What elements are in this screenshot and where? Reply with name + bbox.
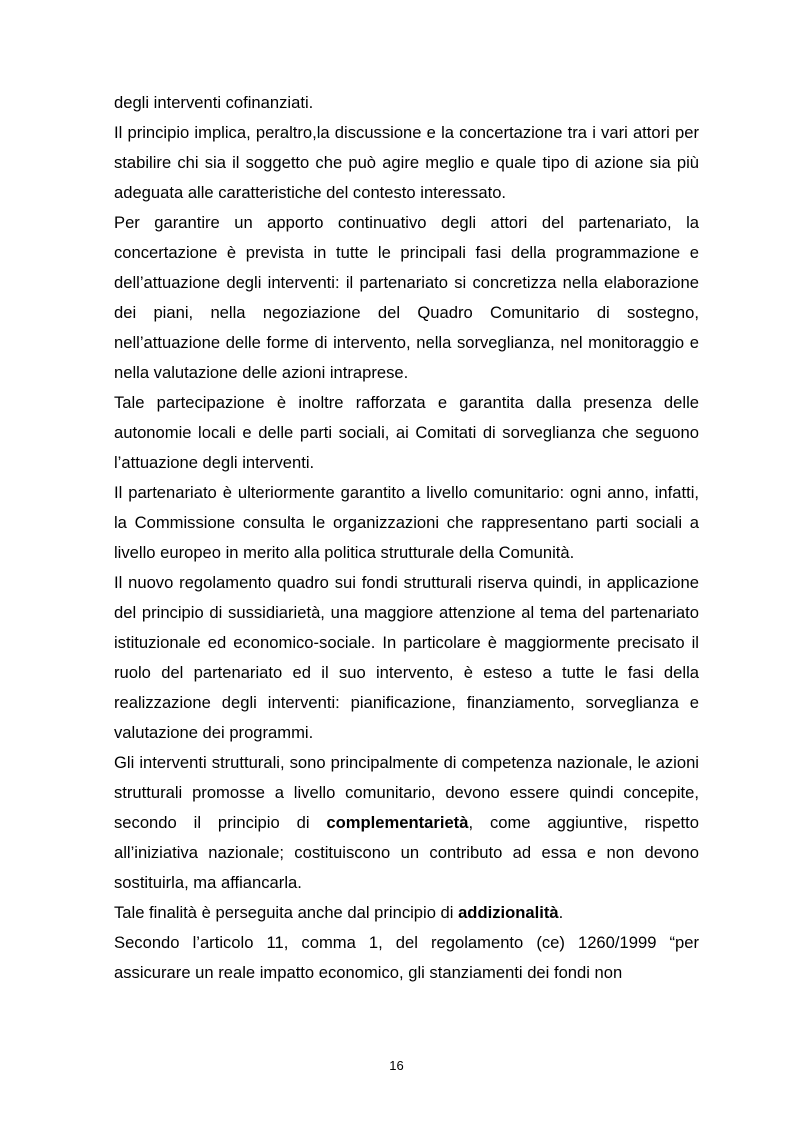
paragraph-complementarity (114, 748, 699, 898)
paragraph-community-level: Il partenariato è ulteriormente garantito a livello comunitario: ogni anno, infatti, la Commissione consulta le organizzazioni che rappresentano parti sociali a livello europeo in merito alla politica strutturale della Comunità. (114, 483, 699, 562)
paragraph-participation: Tale partecipazione è inoltre rafforzata e garantita dalla presenza delle autonomie locali e delle parti sociali, ai Comitati di sorveglianza che seguono l’attuazione degli interventi. (114, 393, 699, 472)
paragraph-additionality (114, 898, 699, 928)
paragraph-text: . (558, 903, 564, 922)
paragraph-text: Tale finalità è perseguita anche dal principio di (114, 903, 459, 922)
bold-term-complementarity: complementarietà (326, 813, 469, 832)
page-body (114, 88, 699, 988)
paragraph-article-11: Secondo l’articolo 11, comma 1, del regolamento (ce) 1260/1999 “per assicurare un reale impatto economico, gli stanziamenti dei fondi non (114, 933, 699, 982)
paragraph-text: , come aggiuntive, rispetto all’iniziativa nazionale; costituiscono un contributo ad essa e non devono sostituirla, ma affiancarla. (114, 813, 700, 892)
bold-term-additionality: addizionalità (458, 903, 559, 922)
paragraph-concertation: Per garantire un apporto continuativo degli attori del partenariato, la concertazione è prevista in tutte le principali fasi della programmazione e dell’attuazione degli interventi: il partenariato si concretizza nella elaborazione dei piani, nella negoziazione del Quadro Comunitario di sostegno, nell’attuazione delle forme di intervento, nella sorveglianza, nel monitoraggio e nella valutazione delle azioni intraprese. (114, 213, 699, 382)
paragraph-text: Gli interventi strutturali, sono principalmente di competenza nazionale, le azioni strutturali promosse a livello comunitario, devono essere quindi concepite, secondo il principio di (114, 753, 699, 832)
paragraph-continuation: degli interventi cofinanziati. (114, 93, 314, 112)
paragraph-new-regulation: Il nuovo regolamento quadro sui fondi strutturali riserva quindi, in applicazione del principio di sussidiarietà, una maggiore attenzione al tema del partenariato istituzionale ed economico-sociale. In particolare è maggiormente precisato il ruolo del partenariato ed il suo intervento, è esteso a tutte le fasi della realizzazione degli interventi: pianificazione, finanziamento, sorveglianza e valutazione dei programmi. (114, 573, 699, 742)
paragraph-principle-discussion: Il principio implica, peraltro,la discussione e la concertazione tra i vari attori per stabilire chi sia il soggetto che può agire meglio e quale tipo di azione sia più adeguata alle caratteristiche del contesto interessato. (114, 123, 699, 202)
page-number: 16 (389, 1058, 404, 1073)
